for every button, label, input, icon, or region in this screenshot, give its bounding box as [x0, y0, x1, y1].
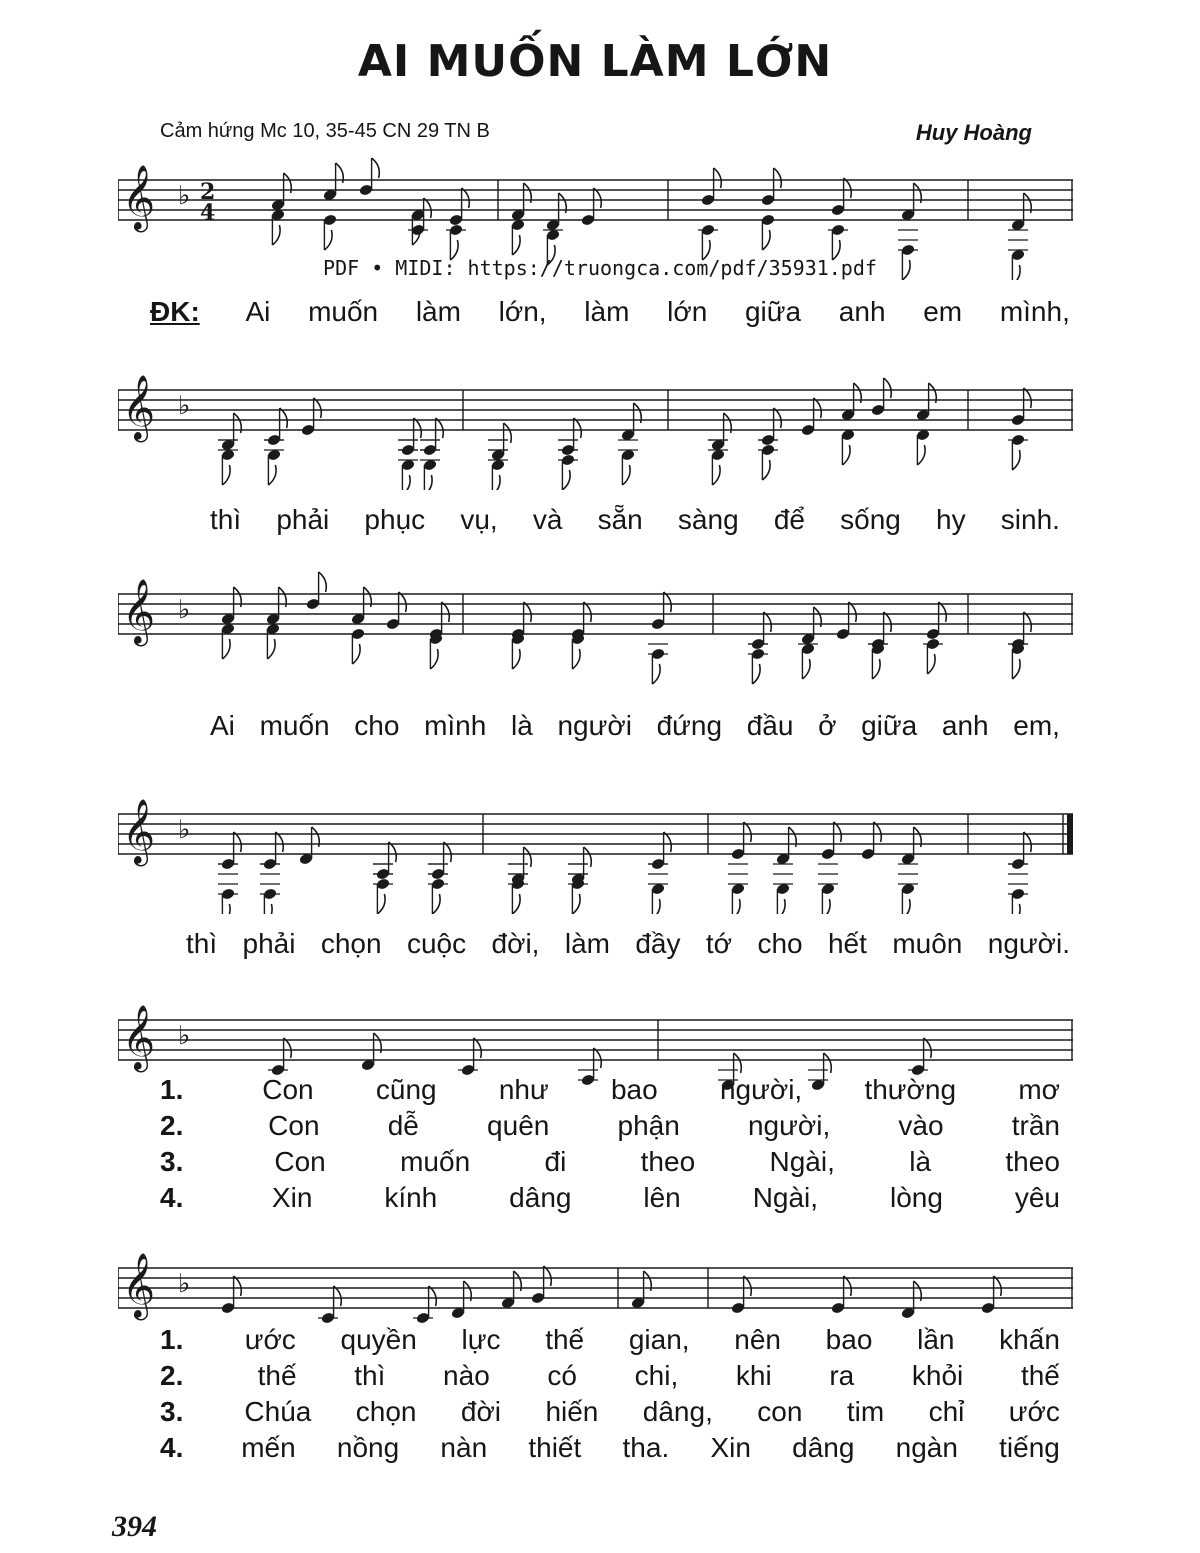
flat-key-signature-icon: ♭: [178, 391, 191, 421]
note-flag: [842, 445, 850, 465]
note-flag: [444, 842, 452, 862]
lyric-word: đầu: [746, 710, 794, 741]
page-number: 394: [112, 1510, 157, 1543]
lyric-word: và: [532, 504, 563, 535]
treble-clef-icon: 𝄞: [122, 799, 156, 864]
verse-number: 3.: [160, 1396, 184, 1427]
flat-key-signature-icon: ♭: [178, 1021, 191, 1051]
note-flag: [774, 408, 782, 428]
note-flag: [844, 1276, 852, 1296]
note-flag: [402, 475, 410, 490]
lyric-word: đi: [544, 1146, 567, 1177]
lyric-word: tim: [846, 1396, 885, 1427]
treble-clef-icon: 𝄞: [122, 165, 156, 230]
note-flag: [884, 378, 892, 398]
staff-notation: [118, 572, 1073, 684]
lyric-word: yêu: [1014, 1182, 1060, 1213]
lyric-word: thế: [1020, 1360, 1060, 1391]
note-flag: [512, 235, 520, 255]
note-flag: [1024, 388, 1032, 408]
note-flag: [234, 1276, 242, 1296]
lyric-word: mình: [424, 710, 487, 741]
song-subtitle: Cảm hứng Mc 10, 35-45 CN 29 TN B: [160, 120, 490, 142]
note-flag: [927, 654, 935, 674]
verse-b-line-2: [160, 1360, 1060, 1392]
lyric-word: khỏi: [911, 1360, 964, 1391]
note-flag: [594, 188, 602, 208]
note-flag: [774, 168, 782, 188]
lyric-word: sinh.: [1000, 504, 1060, 535]
note-flag: [732, 899, 740, 914]
note-flag: [352, 644, 360, 664]
lyric-word: Ai: [245, 296, 271, 327]
chorus-lyric-line-4: [186, 928, 1070, 960]
lyric-word: ước: [1008, 1396, 1060, 1427]
lyric-word: em,: [1013, 710, 1060, 741]
treble-clef-icon: 𝄞: [122, 1005, 156, 1070]
lyric-word: là: [909, 1146, 932, 1177]
note-flag: [324, 230, 332, 250]
note-flag: [652, 664, 660, 684]
lyric-word: chỉ: [928, 1396, 965, 1427]
lyric-word: Xin: [710, 1432, 751, 1463]
note-flag: [562, 470, 570, 490]
lyric-word: muốn: [259, 710, 330, 741]
note-flag: [924, 1038, 932, 1058]
final-barline-thick: [1067, 814, 1073, 854]
lyric-word: quyền: [340, 1324, 417, 1355]
lyric-word: lòng: [889, 1182, 943, 1213]
lyric-word: thiết: [528, 1432, 582, 1463]
note-flag: [268, 465, 276, 485]
lyric-word: ước: [244, 1324, 296, 1355]
lyric-word: thì: [210, 504, 242, 535]
note-flag: [1012, 450, 1020, 470]
note-flag: [1012, 904, 1020, 914]
lyric-word: có: [547, 1360, 577, 1391]
lyric-word: mơ: [1018, 1074, 1060, 1105]
music-staff-6: [118, 1238, 1078, 1338]
note-flag: [442, 602, 450, 622]
lyric-word: kính: [384, 1182, 438, 1213]
lyric-word: làm: [415, 296, 461, 327]
lyric-word: mình,: [999, 296, 1070, 327]
note-flag: [664, 592, 672, 612]
note-flag: [234, 832, 242, 852]
verse-b-line-4: [160, 1432, 1060, 1464]
note-flag: [752, 664, 760, 684]
lyric-word: lần: [917, 1324, 955, 1355]
note-flag: [1012, 659, 1020, 679]
note-flag: [594, 1048, 602, 1068]
note-flag: [849, 602, 857, 622]
lyric-word: tha.: [622, 1432, 670, 1463]
lyric-word: dâng,: [642, 1396, 713, 1427]
lyric-word: sẵn: [597, 504, 643, 535]
lyric-word: trần: [1011, 1110, 1060, 1141]
lyric-word: dâng: [792, 1432, 855, 1463]
lyric-word: là: [510, 710, 533, 741]
lyric-word: theo: [640, 1146, 696, 1177]
note-flag: [276, 832, 284, 852]
music-staff-3: [118, 564, 1078, 694]
note-flag: [436, 418, 444, 438]
lyric-word: ở: [818, 710, 837, 741]
lyric-word: cho: [354, 710, 400, 741]
note-flag: [744, 1276, 752, 1296]
note-flag: [462, 188, 470, 208]
note-flag: [267, 639, 275, 659]
note-flag: [334, 1286, 342, 1306]
note-flag: [1024, 612, 1032, 632]
note-flag: [802, 659, 810, 679]
lyric-word: người: [557, 710, 632, 741]
time-signature-bottom: 4: [200, 200, 216, 226]
note-flag: [814, 398, 822, 418]
lyric-word: vụ,: [460, 504, 498, 535]
verse-number: 4.: [160, 1182, 184, 1213]
lyric-word: sàng: [677, 504, 739, 535]
lyric-word: sống: [840, 504, 901, 535]
lyric-word: thế: [257, 1360, 297, 1391]
time-signature-top: 2: [200, 179, 216, 205]
note-flag: [222, 639, 230, 659]
verse-a-line-1: [160, 1074, 1060, 1106]
note-flag: [284, 1038, 292, 1058]
note-flag: [264, 904, 272, 914]
lyric-word: thì: [354, 1360, 386, 1391]
lyric-word: đứng: [656, 710, 723, 741]
lyric-word: em: [923, 296, 963, 327]
note-flag: [712, 465, 720, 485]
note-flag: [572, 649, 580, 669]
lyric-word: Ngài,: [752, 1182, 819, 1213]
lyric-word: thường: [864, 1074, 957, 1105]
lyric-word: phận: [617, 1110, 680, 1141]
lyric-word: dễ: [387, 1110, 419, 1141]
note-flag: [917, 445, 925, 465]
lyric-word: Con: [262, 1074, 314, 1105]
note-flag: [377, 894, 385, 914]
verse-number: 1.: [160, 1324, 184, 1355]
note-flag: [762, 460, 770, 480]
lyric-word: nào: [443, 1360, 490, 1391]
lyric-word: hiến: [545, 1396, 599, 1427]
treble-clef-icon: 𝄞: [122, 579, 156, 644]
lyric-word: Ngài,: [769, 1146, 835, 1177]
note-flag: [512, 894, 520, 914]
note-flag: [512, 649, 520, 669]
lyric-word: hết: [827, 928, 867, 959]
verse-b-line-3: [160, 1396, 1060, 1428]
lyric-word: làm: [564, 928, 610, 959]
note-flag: [939, 602, 947, 622]
lyric-word: đầy: [635, 928, 681, 959]
flat-key-signature-icon: ♭: [178, 815, 191, 845]
lyric-word: làm: [584, 296, 630, 327]
music-staff-4: [118, 784, 1078, 914]
note-flag: [902, 899, 910, 914]
lyric-word: cũng: [375, 1074, 437, 1105]
staff-notation: [118, 1253, 1073, 1324]
note-flag: [1024, 832, 1032, 852]
staff-notation: [118, 375, 1073, 490]
note-flag: [319, 572, 327, 592]
note-flag: [764, 612, 772, 632]
note-flag: [622, 465, 630, 485]
lyric-word: muôn: [892, 928, 963, 959]
lyric-word: theo: [1005, 1146, 1060, 1177]
note-flag: [399, 592, 407, 612]
note-flag: [572, 894, 580, 914]
lyric-word: bao: [825, 1324, 873, 1355]
lyric-word: người,: [719, 1074, 803, 1105]
note-flag: [762, 230, 770, 250]
note-flag: [524, 602, 532, 622]
note-flag: [372, 158, 380, 178]
verse-a-line-4: [160, 1182, 1060, 1214]
lyric-word: Con: [274, 1146, 326, 1177]
composer-name: Huy Hoàng: [915, 120, 1032, 145]
lyric-word: khấn: [999, 1324, 1060, 1355]
lyric-word: lớn: [667, 296, 708, 327]
lyric-word: dâng: [509, 1182, 572, 1213]
song-title: AI MUỐN LÀM LỚN: [357, 36, 833, 87]
lyric-word: chi,: [634, 1360, 679, 1391]
verse-a-line-2: [160, 1110, 1060, 1142]
note-flag: [222, 904, 230, 914]
lyric-word: người.: [987, 928, 1070, 959]
note-flag: [280, 408, 288, 428]
lyric-word: thì: [186, 928, 218, 959]
lyric-word: khi: [735, 1360, 772, 1391]
lyric-word: anh: [838, 296, 886, 327]
lyric-word: vào: [898, 1110, 944, 1141]
flat-key-signature-icon: ♭: [178, 181, 191, 211]
note-flag: [822, 899, 830, 914]
note-flag: [714, 168, 722, 188]
lyric-word: anh: [941, 710, 989, 741]
note-flag: [430, 649, 438, 669]
verse-number: 1.: [160, 1074, 184, 1105]
note-flag: [474, 1038, 482, 1058]
verse-number: 4.: [160, 1432, 184, 1463]
note-flag: [834, 822, 842, 842]
lyric-word: Xin: [271, 1182, 313, 1213]
note-flag: [884, 612, 892, 632]
note-flag: [652, 899, 660, 914]
lyric-word: muốn: [308, 296, 379, 327]
lyric-word: Chúa: [244, 1396, 312, 1427]
note-flag: [544, 1266, 552, 1286]
lyric-word: nên: [734, 1324, 781, 1355]
note-flag: [574, 418, 582, 438]
music-staff-2: [118, 360, 1078, 490]
verse-number: 2.: [160, 1110, 184, 1141]
note-flag: [424, 475, 432, 490]
lyric-word: cho: [757, 928, 803, 959]
chorus-lyric-line-2: [210, 504, 1060, 536]
verse-b-line-1: [160, 1324, 1060, 1356]
lyric-word: để: [773, 504, 805, 535]
note-flag: [664, 832, 672, 852]
lyric-word: người,: [747, 1110, 831, 1141]
staff-notation: [118, 799, 1073, 914]
lyric-word: lên: [643, 1182, 681, 1213]
note-flag: [424, 198, 432, 218]
note-flag: [222, 465, 230, 485]
lyric-word: hy: [936, 504, 966, 535]
lyric-word: tớ: [705, 928, 733, 959]
note-flag: [429, 1286, 437, 1306]
lyric-word: con: [757, 1396, 803, 1427]
chorus-label: ĐK:: [150, 296, 200, 327]
flat-key-signature-icon: ♭: [178, 1269, 191, 1299]
lyric-word: Ai: [210, 710, 235, 741]
lyric-word: đời,: [491, 928, 540, 959]
note-flag: [872, 659, 880, 679]
lyric-word: Con: [268, 1110, 320, 1141]
verse-a-line-3: [160, 1146, 1060, 1178]
note-flag: [874, 822, 882, 842]
lyric-word: giữa: [861, 710, 918, 741]
note-flag: [844, 178, 852, 198]
lyric-word: tiếng: [999, 1432, 1060, 1463]
lyric-word: mến: [241, 1432, 296, 1463]
verse-number: 2.: [160, 1360, 184, 1391]
lyric-word: chọn: [355, 1396, 417, 1427]
source-watermark-link[interactable]: PDF • MIDI: https://truongca.com/pdf/35931.pdf: [323, 256, 877, 280]
note-flag: [492, 475, 500, 490]
lyric-word: phải: [242, 928, 296, 959]
treble-clef-icon: 𝄞: [122, 1253, 156, 1318]
lyric-word: lực: [461, 1324, 501, 1355]
chorus-lyric-line-3: [210, 710, 1060, 742]
lyric-word: quên: [487, 1110, 550, 1141]
lyric-word: chọn: [320, 928, 382, 959]
chorus-lyric-line-1: [150, 296, 1070, 328]
lyric-word: phục: [364, 504, 426, 535]
note-flag: [272, 225, 280, 245]
verse-number: 3.: [160, 1146, 184, 1177]
lyric-word: ngàn: [895, 1432, 958, 1463]
note-flag: [584, 602, 592, 622]
lyric-word: gian,: [628, 1324, 690, 1355]
note-flag: [414, 418, 422, 438]
note-flag: [744, 822, 752, 842]
note-flag: [389, 842, 397, 862]
note-flag: [777, 899, 785, 914]
note-flag: [314, 398, 322, 418]
lyric-word: ra: [829, 1360, 855, 1391]
lyric-word: đời: [460, 1396, 502, 1427]
lyric-word: thế: [545, 1324, 585, 1355]
note-flag: [432, 894, 440, 914]
lyric-word: muốn: [400, 1146, 471, 1177]
lyric-word: bao: [610, 1074, 658, 1105]
lyric-word: nồng: [336, 1432, 400, 1463]
lyric-word: giữa: [744, 296, 802, 327]
lyric-word: phải: [276, 504, 330, 535]
lyric-word: lớn,: [498, 296, 547, 327]
note-flag: [994, 1276, 1002, 1296]
lyric-word: nàn: [440, 1432, 488, 1463]
lyric-word: như: [498, 1074, 549, 1105]
lyric-word: cuộc: [406, 928, 467, 959]
flat-key-signature-icon: ♭: [178, 595, 191, 625]
treble-clef-icon: 𝄞: [122, 375, 156, 440]
